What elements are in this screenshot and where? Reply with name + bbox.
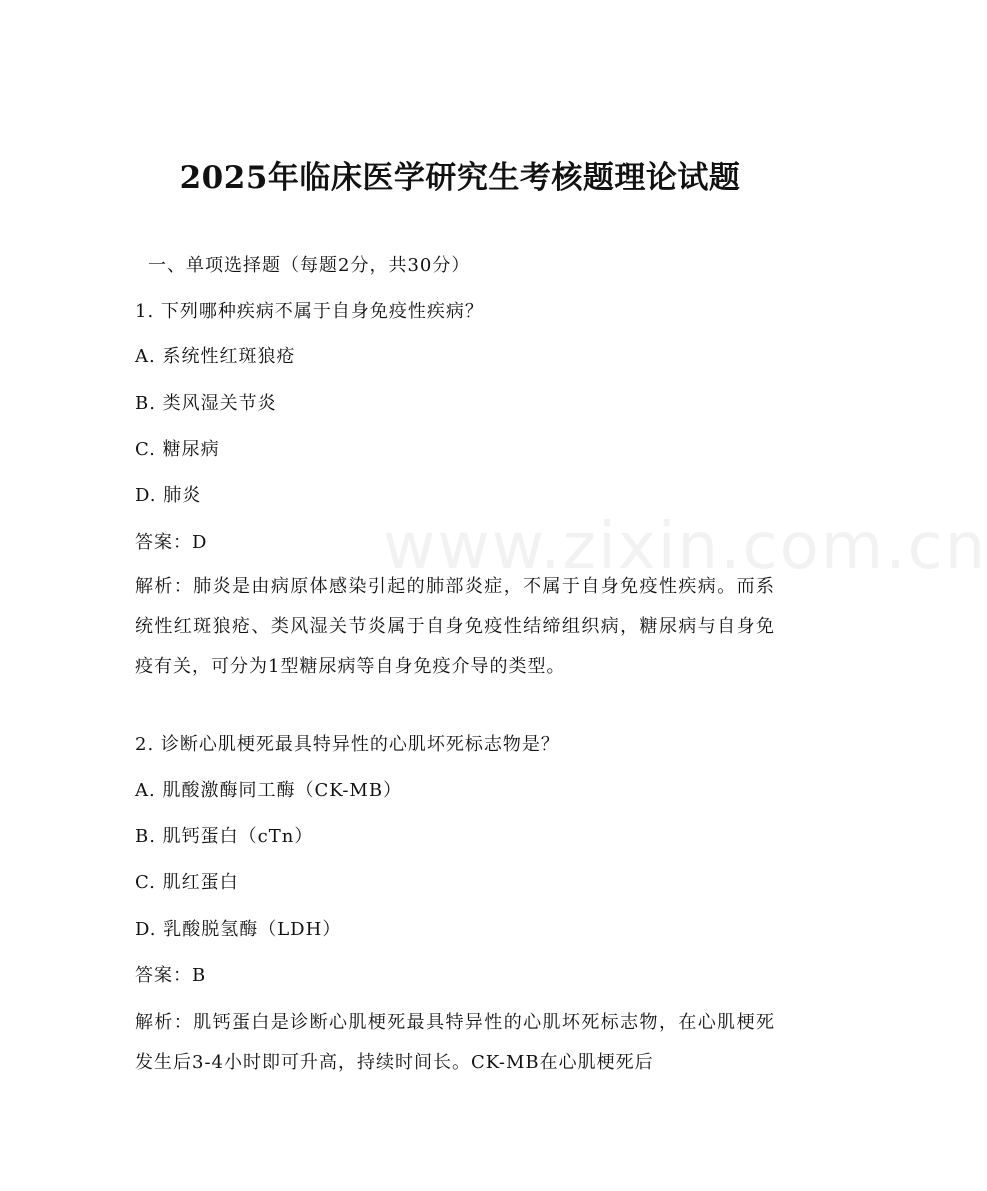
question-1-option-b: B. 类风湿关节炎 bbox=[135, 393, 277, 414]
question-2-stem: 2. 诊断心肌梗死最具特异性的心肌坏死标志物是？ bbox=[135, 734, 560, 755]
question-2-answer: 答案：B bbox=[135, 965, 207, 986]
page-title: 2025年临床医学研究生考核题理论试题 bbox=[179, 160, 741, 196]
question-2-explanation: 解析：肌钙蛋白是诊断心肌梗死最具特异性的心肌坏死标志物，在心肌梗死发生后3-4小时即可升高，持续时间长。CK-MB在心肌梗死后 bbox=[135, 1012, 775, 1073]
question-2-option-d: D. 乳酸脱氢酶（LDH） bbox=[135, 919, 342, 940]
question-1-option-a: A. 系统性红斑狼疮 bbox=[135, 346, 296, 367]
question-2-option-a: A. 肌酸激酶同工酶（CK-MB） bbox=[135, 780, 403, 801]
question-2-option-b: B. 肌钙蛋白（cTn） bbox=[135, 826, 314, 847]
question-1-stem: 1. 下列哪种疾病不属于自身免疫性疾病？ bbox=[135, 301, 484, 322]
section-heading: 一、单项选择题（每题2分，共30分） bbox=[148, 255, 471, 276]
question-1-option-d: D. 肺炎 bbox=[135, 485, 202, 506]
watermark: www.zixin.com.cn bbox=[383, 510, 987, 584]
question-2-option-c: C. 肌红蛋白 bbox=[135, 872, 239, 893]
question-1-option-c: C. 糖尿病 bbox=[135, 439, 220, 460]
question-1-answer: 答案：D bbox=[135, 532, 208, 553]
question-1-explanation: 解析：肺炎是由病原体感染引起的肺部炎症，不属于自身免疫性疾病。而系统性红斑狼疮、类风湿关节炎属于自身免疫性结缔组织病，糖尿病与自身免疫有关，可分为1型糖尿病等自身免疫介导的类型。 bbox=[135, 576, 775, 677]
